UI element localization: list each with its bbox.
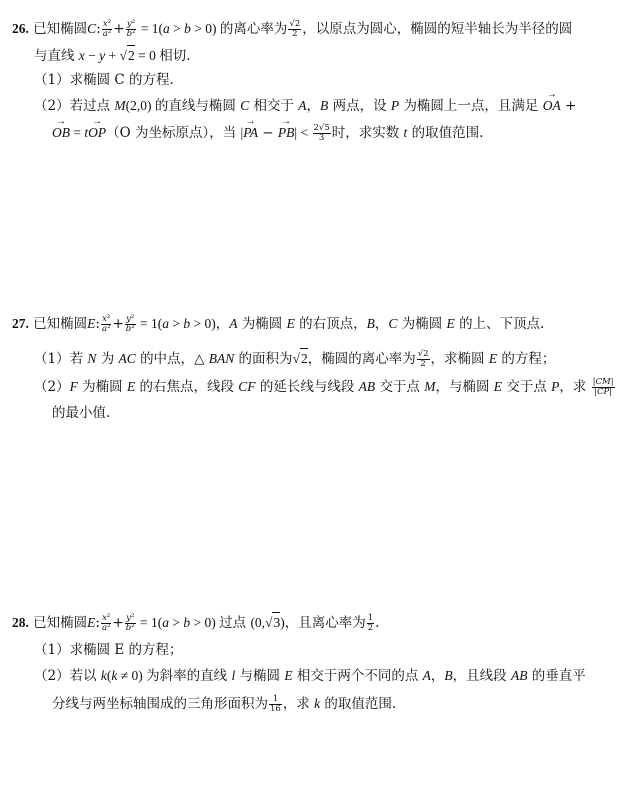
question-number: 26.: [12, 21, 29, 36]
q28-part-2-cont: 分线与两坐标轴围成的三角形面积为 $\frac{1}{16}$ ，求 k 的取值范围.: [52, 694, 397, 714]
q27-part-2-cont: 的最小值.: [52, 405, 111, 421]
q26-part-1: （1）求椭圆 C 的方程.: [34, 72, 174, 88]
question-number: 27.: [12, 316, 29, 331]
question-number: 28.: [12, 615, 29, 630]
q26-part-2-cont: → OB = t→ OP（O 为坐标原点），当 |→ PA − → PB| < $\frac{2√5}{3}$ 时，求实数 t 的取值范围.: [52, 123, 483, 143]
q27-part-2: （2）F 为椭圆 E 的右焦点，线段 CF 的延长线与线段 AB 交于点 M，与椭圆 E 交于点 P，求 $\frac{|CM|}{|CP|}$: [34, 377, 614, 397]
q26-line-1: 26. 已知椭圆C: $\frac{\text{x²}}{\text{a²}}$ + $\frac{\text{y²}}{\text{b²}}$ = 1(a > b > 0) 的离心率为 $\frac{√2}{2}$ ，以原点为圆心，椭圆的短半轴长为半径的圆: [12, 19, 573, 39]
q27-line-1: 27. 已知椭圆E: $\frac{\text{x²}}{\text{a²}}$ + $\frac{\text{y²}}{\text{b²}}$ = 1(a > b > 0)，A 为椭圆 E 的右顶点，B，C 为椭圆 E 的上、下顶点.: [12, 314, 545, 334]
q28-part-1: （1）求椭圆 E 的方程；: [34, 642, 183, 658]
q26-line-2: 与直线 x − y + √2 = 0 相切.: [34, 45, 191, 66]
q26-part-2: （2）若过点 M(2,0) 的直线与椭圆 C 相交于 A，B 两点，设 P 为椭圆上一点，且满足 → OA +: [34, 96, 576, 116]
q28-line-1: 28. 已知椭圆E: $\frac{\text{x²}}{\text{a²}}$ + $\frac{\text{y²}}{\text{b²}}$ = 1(a > b > 0) 过点 (0,√3)，且离心率为 $\frac{1}{2}$ .: [12, 613, 380, 633]
q28-part-2: （2）若以 k(k ≠ 0) 为斜率的直线 l 与椭圆 E 相交于两个不同的点 A，B，且线段 AB 的垂直平: [34, 668, 586, 684]
q27-part-1: （1）若 N 为 AC 的中点，△ BAN 的面积为√2，椭圆的离心率为 $\frac{√2}{2}$ ，求椭圆 E 的方程；: [34, 349, 556, 369]
